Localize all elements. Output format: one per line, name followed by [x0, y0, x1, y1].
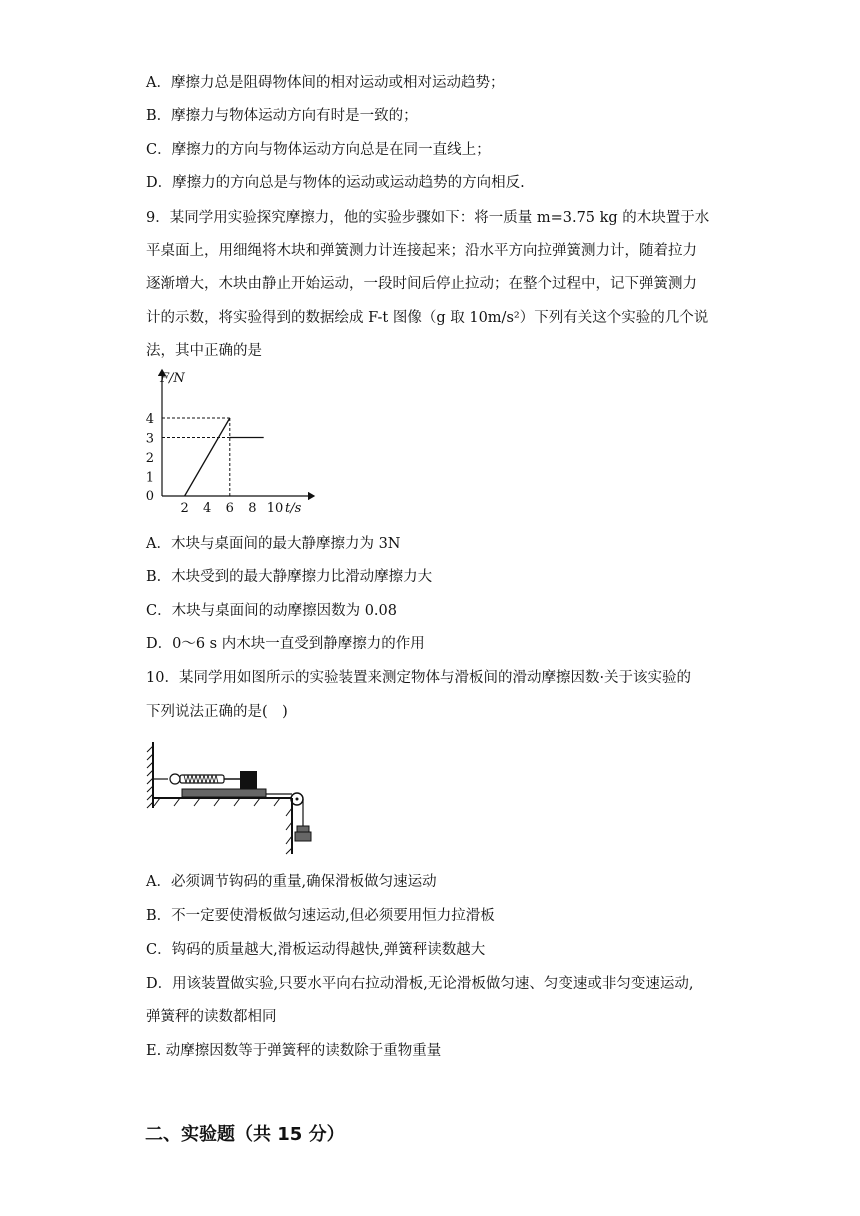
origin-label: 0 — [145, 489, 154, 504]
table-surface — [153, 798, 292, 854]
q10-option-a: A．必须调节钩码的重量,确保滑板做匀速运动 — [146, 874, 437, 890]
x-tick-label: 10 — [266, 501, 284, 516]
q10-option-d: D．用该装置做实验,只要水平向右拉动滑板,无论滑板做匀速、匀变速或非匀变速运动, — [146, 976, 694, 992]
q9-option-a: A．木块与桌面间的最大静摩擦力为 3N — [146, 536, 401, 552]
y-tick-label: 1 — [145, 470, 154, 486]
sliding-board — [182, 789, 266, 797]
q8-option-c: C．摩擦力的方向与物体运动方向总是在同一直线上； — [146, 142, 491, 158]
y-tick-label: 3 — [145, 431, 154, 447]
wood-block — [240, 771, 257, 789]
spring-scale — [153, 774, 240, 784]
q9-option-b: B．木块受到的最大静摩擦力比滑动摩擦力大 — [146, 569, 433, 585]
left-wall — [147, 742, 153, 808]
q10-option-e: E. 动摩擦因数等于弹簧秤的读数除于重物重量 — [146, 1043, 442, 1059]
series-line — [185, 418, 230, 496]
y-tick-label: 2 — [145, 451, 154, 466]
q9-stem-line-5: 法，其中正确的是 — [146, 343, 262, 359]
x-tick-label: 6 — [225, 501, 234, 516]
q10-option-c: C．钩码的质量越大,滑板运动得越快,弹簧秤读数越大 — [146, 942, 486, 958]
q9-stem-line-1: 9．某同学用实验探究摩擦力，他的实验步骤如下：将一质量 m=3.75 kg 的木块置于水 — [146, 210, 710, 226]
hanging-weight — [295, 826, 311, 841]
q9-option-d: D．0～6 s 内木块一直受到静摩擦力的作用 — [146, 636, 425, 652]
q9-option-c: C．木块与桌面间的动摩擦因数为 0.08 — [146, 603, 397, 619]
y-axis-label: F/N — [160, 371, 185, 386]
q8-option-a: A．摩擦力总是阻碍物体间的相对运动或相对运动趋势； — [146, 75, 505, 91]
q9-stem-line-4: 计的示数，将实验得到的数据绘成 F-t 图像（g 取 10m/s²）下列有关这个实验的几个说 — [146, 310, 709, 326]
apparatus-diagram — [140, 736, 320, 860]
x-tick-label: 8 — [248, 501, 257, 516]
q9-stem-line-3: 逐渐增大，木块由静止开始运动，一段时间后停止拉动；在整个过程中，记下弹簧测力 — [146, 276, 697, 292]
q9-stem-line-2: 平桌面上，用细绳将木块和弹簧测力计连接起来；沿水平方向拉弹簧测力计，随着拉力 — [146, 243, 697, 259]
q10-option-b: B．不一定要使滑板做匀速运动,但必须要用恒力拉滑板 — [146, 908, 495, 924]
q10-option-d-continued: 弹簧秤的读数都相同 — [146, 1009, 277, 1025]
q10-stem-line-1: 10．某同学用如图所示的实验装置来测定物体与滑板间的滑动摩擦因数·关于该实验的 — [146, 670, 692, 686]
q8-option-d: D．摩擦力的方向总是与物体的运动或运动趋势的方向相反. — [146, 175, 525, 191]
x-axis-label: t/s — [285, 501, 302, 516]
x-tick-label: 2 — [180, 501, 189, 516]
y-tick-label: 4 — [145, 412, 154, 427]
q10-stem-line-2: 下列说法正确的是( ) — [146, 704, 288, 720]
f-t-chart — [140, 368, 330, 518]
section-title: 二、实验题（共 15 分） — [145, 1124, 345, 1145]
q8-option-b: B．摩擦力与物体运动方向有时是一致的； — [146, 108, 418, 124]
x-tick-label: 4 — [203, 501, 212, 516]
